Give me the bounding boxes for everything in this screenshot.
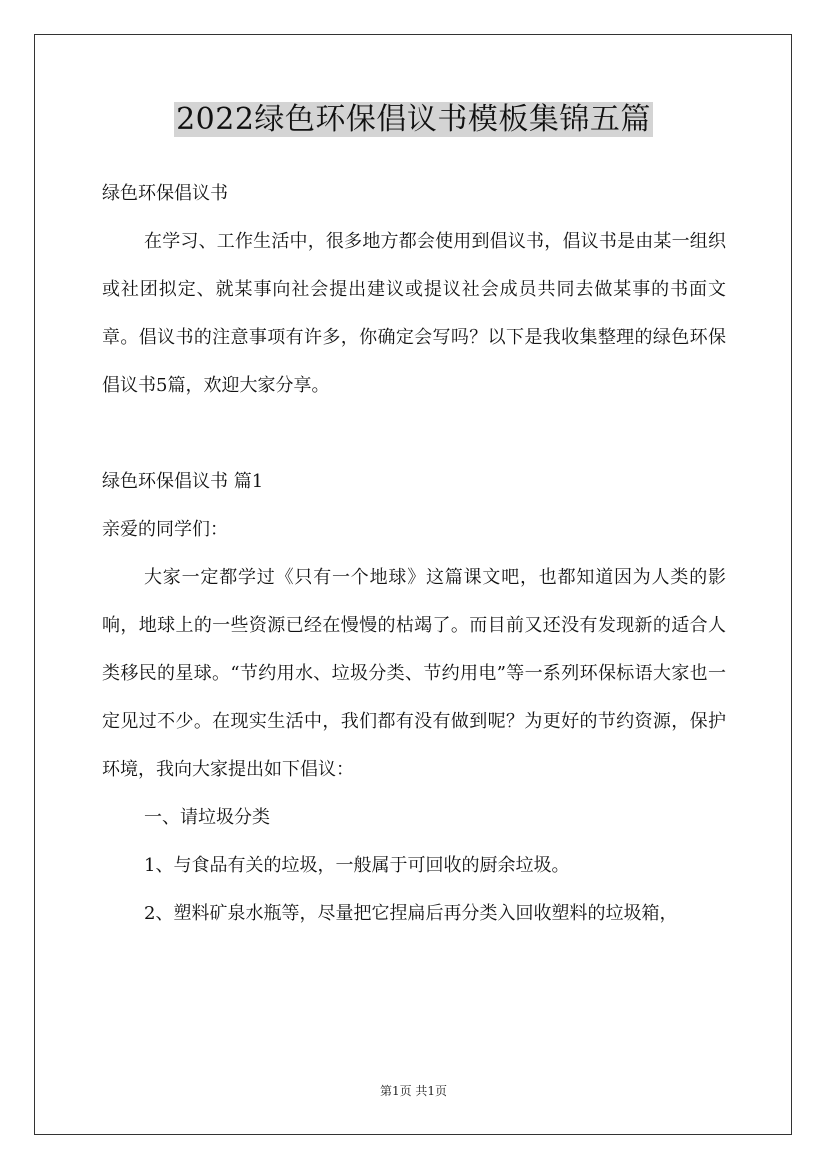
paragraph-spacer (102, 410, 726, 458)
page-footer (0, 1083, 827, 1099)
page-number: 第1页 共1页 (379, 1084, 448, 1098)
section-heading: 绿色环保倡议书 篇1 (102, 471, 264, 492)
list-item: 2、塑料矿泉水瓶等，尽量把它捏扁后再分类入回收塑料的垃圾箱， (144, 903, 678, 924)
salutation: 亲爱的同学们： (102, 519, 228, 540)
intro-heading: 绿色环保倡议书 (102, 183, 228, 204)
list-item: 1、与食品有关的垃圾，一般属于可回收的厨余垃圾。 (144, 855, 570, 876)
intro-paragraph: 在学习、工作生活中，很多地方都会使用到倡议书，倡议书是由某一组织或社团拟定、就某事向社会提出建议或提议社会成员共同去做某事的书面文章。倡议书的注意事项有许多，你确定会写吗？以下是我收集整理的绿色环保倡议书5篇，欢迎大家分享。 (102, 231, 726, 396)
subheading: 一、请垃圾分类 (144, 807, 270, 828)
body-paragraph: 大家一定都学过《只有一个地球》这篇课文吧，也都知道因为人类的影响，地球上的一些资源已经在慢慢的枯竭了。而目前又还没有发现新的适合人类移民的星球。“节约用水、垃圾分类、节约用电”等一系列环保标语大家也一定见过不少。在现实生活中，我们都有没有做到呢？为更好的节约资源，保护环境，我向大家提出如下倡议： (102, 567, 726, 780)
document-title-text: 2022绿色环保倡议书模板集锦五篇 (176, 102, 651, 137)
document-body (102, 170, 726, 938)
document-title (0, 98, 827, 142)
